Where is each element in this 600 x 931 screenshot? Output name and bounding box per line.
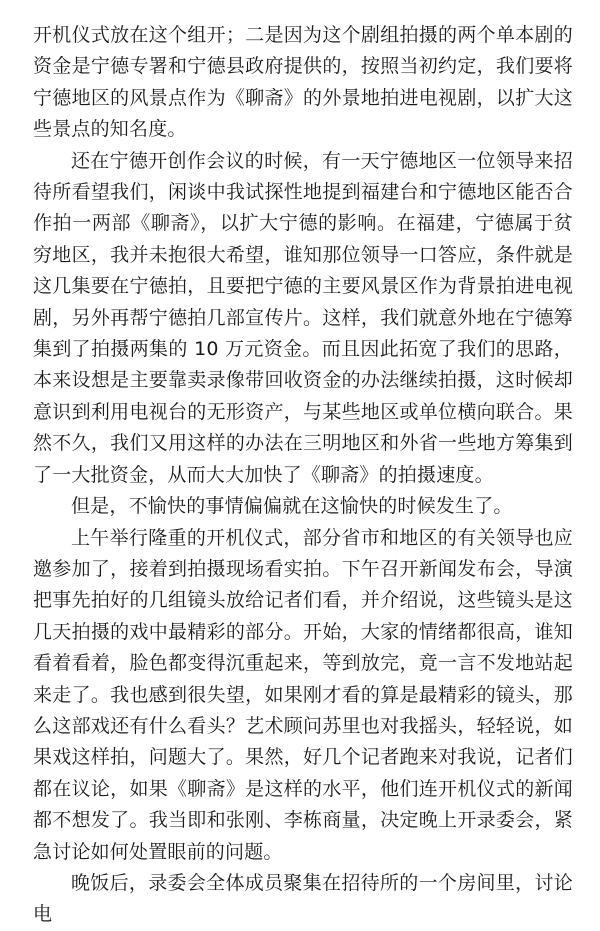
paragraph-2: 还在宁德开创作会议的时候，有一天宁德地区一位领导来招待所看望我们，闲谈中我试探性地提到福建台和宁德地区能否合作拍一两部《聊斋》，以扩大宁德的影响。在福建，宁德属于贫穷地区，我并未抱很大希望，谁知那位领导一口答应，条件就是这几集要在宁德拍，且要把宁德的主要风景区作为背景拍进电视剧，另外再帮宁德拍几部宣传片。这样，我们就意外地在宁德筹集到了拍摄两集的 10 万元资金。而且因此拓宽了我们的思路，本来设想是主要靠卖录像带回收资金的办法继续拍摄，这时候却意识到利用电视台的无形资产，与某些地区或单位横向联合。果然不久，我们又用这样的办法在三明地区和外省一些地方筹集到了一大批资金，从而大大加快了《聊斋》的拍摄速度。 bbox=[33, 149, 573, 486]
body-text bbox=[33, 20, 573, 931]
paragraph-5: 晚饭后，录委会全体成员聚集在招待所的一个房间里，讨论电 bbox=[33, 871, 573, 926]
paragraph-1: 开机仪式放在这个组开；二是因为这个剧组拍摄的两个单本剧的资金是宁德专署和宁德县政府提供的，按照当初约定，我们要将宁德地区的风景点作为《聊斋》的外景地拍进电视剧，以扩大这些景点的知名度。 bbox=[33, 24, 573, 141]
paragraph-4: 上午举行隆重的开机仪式，部分省市和地区的有关领导也应邀参加了，接着到拍摄现场看实拍。下午召开新闻发布会，导演把事先拍好的几组镜头放给记者们看，并介绍说，这些镜头是这几天拍摄的戏中最精彩的部分。开始，大家的情绪都很高，谁知看着看着，脸色都变得沉重起来，等到放完，竟一言不发地站起来走了。我也感到很失望，如果刚才看的算是最精彩的镜头，那么这部戏还有什么看头？艺术顾问苏里也对我摇头，轻轻说，如果戏这样拍，问题大了。果然，好几个记者跑来对我说，记者们都在议论，如果《聊斋》是这样的水平，他们连开机仪式的新闻都不想发了。我当即和张刚、李栋商量，决定晚上开录委会，紧急讨论如何处置眼前的问题。 bbox=[33, 526, 573, 863]
paragraph-3: 但是，不愉快的事情偏偏就在这愉快的时候发生了。 bbox=[71, 495, 513, 518]
